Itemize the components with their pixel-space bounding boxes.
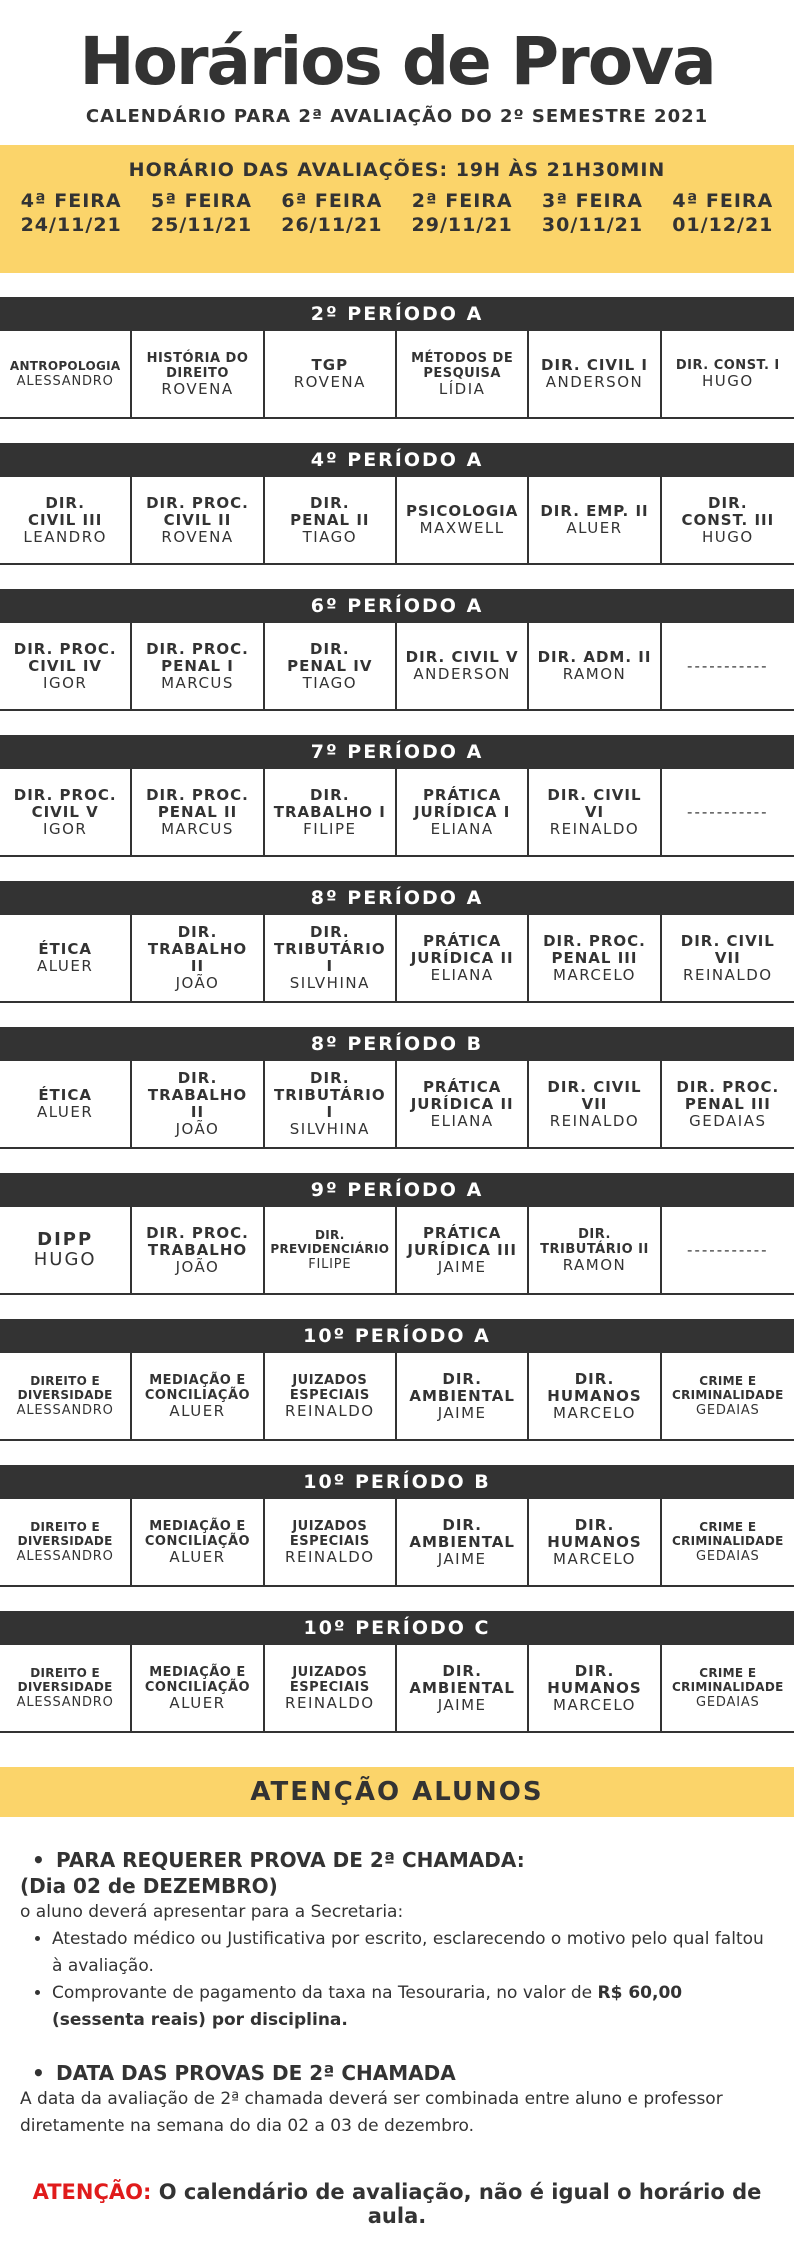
second-call-date: (Dia 02 de DEZEMBRO) [20, 1874, 278, 1898]
exam-professor: MARCELO [553, 965, 636, 984]
second-call-dates-text: A data da avaliação de 2ª chamada deverá ser combinada entre aluno e professor diretamente na semana do dia 02 a 03 de dezembro. [20, 2089, 723, 2136]
period-header: 4º PERÍODO A [0, 443, 794, 477]
exam-professor: HUGO [33, 1249, 97, 1270]
exam-professor: ALUER [566, 519, 623, 537]
notice-section [0, 1847, 794, 2228]
exam-subject: DIR. CIVIL VI [547, 785, 642, 821]
exam-subject: DIR. CIVIL III [28, 493, 103, 529]
period-block [0, 297, 794, 419]
exam-professor: HUGO [701, 372, 754, 390]
exam-professor: SILVHINA [289, 1120, 370, 1138]
period-header: 7º PERÍODO A [0, 735, 794, 769]
exam-subject: DIR. CIVIL VII [680, 931, 775, 967]
exam-professor: ALESSANDRO [16, 1694, 114, 1710]
exam-subject: ÉTICA [38, 940, 92, 958]
exam-professor: JOÃO [175, 1120, 220, 1138]
exam-subject: DIR. CONST. I [675, 358, 780, 373]
exam-subject: DIR. TRIBUTÁRIO I [274, 1069, 386, 1121]
requirement-item [52, 1980, 774, 2034]
period-exams-row [0, 331, 794, 419]
exam-cell [529, 623, 661, 709]
exam-cell [529, 1061, 661, 1147]
exam-cell [397, 623, 529, 709]
day-date: 01/12/21 [672, 214, 774, 236]
period-header: 6º PERÍODO A [0, 589, 794, 623]
exam-subject: PRÁTICA JURÍDICA III [407, 1223, 517, 1259]
exam-subject: DIPP [37, 1229, 94, 1250]
period-header: 8º PERÍODO A [0, 881, 794, 915]
exam-subject: CRIME E CRIMINALIDADE [671, 1373, 784, 1402]
exam-professor: SILVHINA [289, 974, 370, 992]
exam-professor: ELIANA [430, 1111, 494, 1130]
period-header: 10º PERÍODO B [0, 1465, 794, 1499]
period-block [0, 881, 794, 1003]
period-exams-row [0, 1645, 794, 1733]
final-warning-label: ATENÇÃO: [32, 2180, 152, 2204]
exam-subject: PRÁTICA JURÍDICA II [410, 1077, 514, 1113]
exam-cell [265, 477, 397, 563]
period-header: 10º PERÍODO C [0, 1611, 794, 1645]
exam-subject: DIR. PROC. TRABALHO [146, 1223, 249, 1259]
exam-cell [132, 1207, 264, 1293]
exam-professor: REINALDO [285, 1693, 375, 1712]
exam-subject: CRIME E CRIMINALIDADE [671, 1519, 784, 1548]
day-weekday: 4ª FEIRA [672, 190, 774, 212]
exam-subject: DIR. AMBIENTAL [409, 1515, 515, 1551]
exam-cell [0, 1353, 132, 1439]
exam-cell [0, 915, 132, 1001]
exam-cell [397, 331, 529, 417]
exam-time: HORÁRIO DAS AVALIAÇÕES: 19H ÀS 21H30MIN [128, 159, 666, 181]
exam-subject: PSICOLOGIA [405, 502, 519, 520]
exam-professor: FILIPE [308, 1256, 352, 1272]
exam-professor: GEDAIAS [689, 1111, 767, 1130]
exam-subject: DIR. AMBIENTAL [409, 1661, 515, 1697]
exam-cell [265, 769, 397, 855]
exam-cell [132, 477, 264, 563]
exam-subject: PRÁTICA JURÍDICA II [410, 931, 514, 967]
exam-cell [0, 1207, 132, 1293]
exam-cell [0, 1499, 132, 1585]
schedule-band [0, 145, 794, 273]
period-exams-row [0, 477, 794, 565]
exam-cell [662, 769, 794, 855]
exam-subject: ÉTICA [38, 1086, 92, 1104]
exam-professor: ALESSANDRO [16, 1402, 114, 1418]
period-exams-row [0, 1353, 794, 1441]
day-column [658, 189, 788, 237]
exam-cell [265, 1353, 397, 1439]
exam-professor: ALUER [37, 957, 94, 975]
exam-professor: MARCELO [553, 1695, 636, 1714]
period-header: 9º PERÍODO A [0, 1173, 794, 1207]
exam-cell [662, 1645, 794, 1731]
exam-subject: DIR. PREVIDENCIÁRIO [270, 1227, 390, 1256]
exam-subject: ANTROPOLOGIA [9, 358, 121, 373]
day-weekday: 6ª FEIRA [281, 190, 383, 212]
period-block [0, 1465, 794, 1587]
exam-cell [0, 623, 132, 709]
exam-cell [529, 331, 661, 417]
exam-professor: RAMON [562, 665, 627, 683]
exam-subject: DIR. CIVIL I [541, 356, 648, 374]
exam-professor: IGOR [43, 673, 88, 692]
exam-cell [529, 477, 661, 563]
no-exam-placeholder: ----------- [687, 1241, 769, 1259]
exam-professor: MARCELO [553, 1549, 636, 1568]
day-date: 24/11/21 [20, 214, 122, 236]
exam-subject: DIR. CIVIL V [405, 648, 519, 666]
exam-professor: MARCUS [161, 673, 234, 692]
period-exams-row [0, 1061, 794, 1149]
exam-cell [132, 1061, 264, 1147]
period-exams-row [0, 1499, 794, 1587]
exam-subject: DIR. TRIBUTÁRIO II [540, 1226, 649, 1257]
exam-subject: MÉTODOS DE PESQUISA [411, 350, 514, 381]
exam-subject: JUIZADOS ESPECIAIS [289, 1518, 370, 1549]
exam-professor: ROVENA [161, 527, 234, 546]
exam-professor: ROVENA [161, 379, 234, 398]
exam-professor: ELIANA [430, 965, 494, 984]
page-subtitle: CALENDÁRIO PARA 2ª AVALIAÇÃO DO 2º SEMESTRE 2021 [85, 106, 709, 127]
exam-professor: ALUER [169, 1547, 226, 1566]
exam-professor: HUGO [701, 527, 754, 546]
bullet-icon: • [32, 2061, 45, 2085]
day-column [527, 189, 657, 237]
exam-subject: MEDIAÇÃO E CONCILIAÇÃO [144, 1372, 251, 1403]
exam-cell [265, 331, 397, 417]
second-call-dates-title-text: DATA DAS PROVAS DE 2ª CHAMADA [56, 2061, 456, 2085]
day-date: 26/11/21 [281, 214, 383, 236]
exam-subject: DIR. EMP. II [540, 502, 649, 520]
exam-cell [397, 769, 529, 855]
day-weekday: 2ª FEIRA [411, 190, 513, 212]
exam-subject: DIREITO E DIVERSIDADE [17, 1665, 113, 1694]
requirements-list [20, 1926, 774, 2034]
exam-cell [265, 915, 397, 1001]
exam-professor: REINALDO [549, 1111, 640, 1130]
exam-cell [0, 1645, 132, 1731]
exam-cell [132, 331, 264, 417]
exam-cell [662, 623, 794, 709]
exam-cell [662, 915, 794, 1001]
exam-subject: DIREITO E DIVERSIDADE [17, 1519, 113, 1548]
exam-subject: DIR. PROC. PENAL III [676, 1077, 780, 1113]
exam-cell [662, 1353, 794, 1439]
exam-professor: LÍDIA [438, 379, 486, 398]
exam-subject: DIR. PROC. PENAL I [146, 639, 249, 675]
exam-subject: DIR. TRIBUTÁRIO I [274, 923, 386, 975]
exam-cell [132, 1645, 264, 1731]
exam-subject: DIR. TRABALHO II [147, 923, 248, 975]
exam-subject: DIR. TRABALHO I [273, 785, 386, 821]
exam-cell [0, 769, 132, 855]
day-column [397, 189, 527, 237]
period-header: 8º PERÍODO B [0, 1027, 794, 1061]
exam-subject: MEDIAÇÃO E CONCILIAÇÃO [144, 1518, 251, 1549]
period-block [0, 1027, 794, 1149]
exam-professor: GEDAIAS [696, 1694, 760, 1710]
no-exam-placeholder: ----------- [687, 657, 769, 675]
exam-professor: ELIANA [430, 819, 494, 838]
exam-cell [662, 331, 794, 417]
exam-cell [0, 477, 132, 563]
exam-cell [529, 915, 661, 1001]
exam-cell [132, 1499, 264, 1585]
exam-professor: ALESSANDRO [16, 1548, 114, 1564]
exam-cell [529, 1207, 661, 1293]
exam-cell [662, 1061, 794, 1147]
exam-subject: DIR. HUMANOS [547, 1661, 642, 1697]
exam-cell [529, 769, 661, 855]
exam-cell [397, 1353, 529, 1439]
exam-cell [397, 1645, 529, 1731]
period-block [0, 1173, 794, 1295]
second-call-intro: o aluno deverá apresentar para a Secretaria: [20, 1902, 404, 1922]
exam-subject: TGP [311, 356, 349, 374]
exam-subject: DIREITO E DIVERSIDADE [17, 1373, 113, 1402]
page-title: Horários de Prova [79, 23, 715, 100]
exam-professor: MARCELO [553, 1403, 636, 1422]
periods-list [0, 297, 794, 1733]
day-date: 30/11/21 [541, 214, 644, 236]
second-call-request-title-text: PARA REQUERER PROVA DE 2ª CHAMADA: [56, 1848, 525, 1872]
final-warning-text: O calendário de avaliação, não é igual o horário de aula. [151, 2180, 762, 2228]
exam-cell [132, 1353, 264, 1439]
exam-professor: REINALDO [285, 1401, 375, 1420]
exam-professor: ALUER [169, 1401, 226, 1420]
exam-subject: JUIZADOS ESPECIAIS [289, 1372, 370, 1403]
exam-subject: DIR. PROC. CIVIL II [146, 493, 249, 529]
exam-cell [265, 1499, 397, 1585]
exam-subject: CRIME E CRIMINALIDADE [671, 1665, 784, 1694]
exam-cell [397, 1207, 529, 1293]
exam-subject: DIR. TRABALHO II [147, 1069, 248, 1121]
requirement-text: Comprovante de pagamento da taxa na Tesouraria, no valor de [52, 1983, 598, 2003]
exam-cell [529, 1645, 661, 1731]
exam-cell [0, 1061, 132, 1147]
period-exams-row [0, 915, 794, 1003]
exam-cell [397, 1499, 529, 1585]
period-block [0, 1319, 794, 1441]
exam-professor: MARCUS [161, 819, 234, 838]
exam-cell [662, 1499, 794, 1585]
exam-cell [0, 331, 132, 417]
day-column [267, 189, 397, 237]
exam-subject: DIR. HUMANOS [547, 1369, 642, 1405]
day-weekday: 5ª FEIRA [151, 190, 252, 212]
period-header: 2º PERÍODO A [0, 297, 794, 331]
exam-professor: JOÃO [175, 1257, 220, 1276]
day-column [136, 189, 266, 237]
exam-cell [265, 1645, 397, 1731]
exam-professor: FILIPE [303, 819, 357, 838]
period-block [0, 589, 794, 711]
exam-professor: ANDERSON [413, 665, 511, 683]
fee-amount: R$ 60,00 (sessenta reais) por disciplina. [52, 1983, 683, 2030]
exam-professor: MAXWELL [419, 519, 505, 537]
exam-professor: JAIME [437, 1403, 487, 1422]
period-header: 10º PERÍODO A [0, 1319, 794, 1353]
exam-subject: DIR. PENAL IV [287, 639, 373, 675]
day-column [6, 189, 136, 237]
exam-cell [662, 1207, 794, 1293]
exam-professor: JAIME [437, 1695, 487, 1714]
exam-subject: HISTÓRIA DO DIREITO [146, 350, 249, 381]
final-warning [20, 2180, 774, 2228]
exam-cell [132, 915, 264, 1001]
exam-professor: JOÃO [175, 974, 220, 992]
exam-subject: DIR. AMBIENTAL [409, 1369, 515, 1405]
exam-subject: DIR. PROC. CIVIL V [13, 785, 117, 821]
exam-professor: TIAGO [302, 673, 358, 692]
exam-cell [397, 915, 529, 1001]
period-block [0, 735, 794, 857]
exam-cell [397, 477, 529, 563]
exam-professor: ALUER [37, 1103, 94, 1121]
exam-professor: LEANDRO [23, 527, 107, 546]
exam-professor: TIAGO [302, 527, 358, 546]
exam-subject: DIR. PROC. PENAL III [543, 931, 646, 967]
exam-professor: ANDERSON [545, 373, 644, 391]
bullet-icon: • [32, 1848, 45, 1872]
period-block [0, 443, 794, 565]
exam-cell [529, 1499, 661, 1585]
exam-days [0, 189, 794, 237]
exam-subject: MEDIAÇÃO E CONCILIAÇÃO [144, 1664, 251, 1695]
exam-professor: ROVENA [293, 373, 366, 391]
second-call-dates-title [20, 2060, 774, 2086]
exam-cell [132, 769, 264, 855]
period-exams-row [0, 623, 794, 711]
period-block [0, 1611, 794, 1733]
exam-cell [265, 1061, 397, 1147]
exam-subject: DIR. CONST. III [681, 493, 775, 529]
second-call-request-title [20, 1847, 774, 1873]
exam-professor: REINALDO [549, 819, 640, 838]
exam-cell [529, 1353, 661, 1439]
exam-professor: ALESSANDRO [16, 373, 114, 389]
exam-cell [132, 623, 264, 709]
exam-subject: JUIZADOS ESPECIAIS [289, 1664, 370, 1695]
exam-professor: JAIME [437, 1549, 487, 1568]
day-weekday: 4ª FEIRA [20, 190, 122, 212]
day-weekday: 3ª FEIRA [542, 190, 643, 212]
exam-subject: DIR. HUMANOS [547, 1515, 642, 1551]
exam-professor: GEDAIAS [696, 1402, 760, 1418]
exam-cell [265, 1207, 397, 1293]
exam-subject: DIR. CIVIL VII [547, 1077, 642, 1113]
exam-professor: REINALDO [683, 965, 773, 984]
exam-subject: PRÁTICA JURÍDICA I [413, 785, 511, 821]
exam-cell [662, 477, 794, 563]
day-date: 29/11/21 [411, 214, 513, 236]
exam-cell [265, 623, 397, 709]
exam-professor: GEDAIAS [696, 1548, 760, 1564]
exam-subject: DIR. PROC. PENAL II [146, 785, 249, 821]
period-exams-row [0, 1207, 794, 1295]
requirement-item: • Atestado médico ou Justificativa por escrito, esclarecendo o motivo pelo qual faltou à avaliação. [52, 1926, 774, 1980]
exam-professor: ALUER [169, 1693, 226, 1712]
exam-professor: REINALDO [285, 1547, 375, 1566]
period-exams-row [0, 769, 794, 857]
exam-professor: RAMON [562, 1255, 627, 1274]
attention-banner: ATENÇÃO ALUNOS [0, 1767, 794, 1817]
exam-subject: DIR. PENAL II [290, 493, 370, 529]
exam-subject: DIR. ADM. II [537, 648, 652, 666]
exam-subject: DIR. PROC. CIVIL IV [13, 639, 117, 675]
exam-professor: IGOR [43, 819, 88, 838]
exam-cell [397, 1061, 529, 1147]
exam-professor: JAIME [437, 1257, 487, 1276]
no-exam-placeholder: ----------- [687, 803, 769, 821]
day-date: 25/11/21 [150, 214, 253, 236]
